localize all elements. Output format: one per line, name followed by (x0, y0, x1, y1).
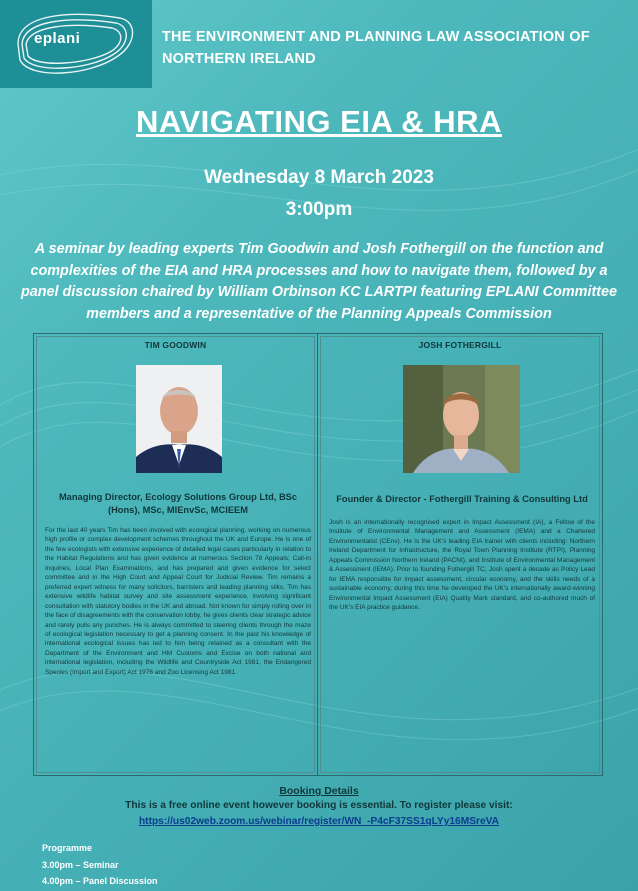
speaker-column-tim (34, 334, 318, 775)
event-title: NAVIGATING EIA & HRA (136, 104, 502, 139)
eplani-logo (0, 0, 152, 88)
speaker-bio: For the last 40 years Tim has been involved with ecological planning, working on numerous high profile or complex development schemes throughout the UK and Europe. He is one of the few ecologists with extensive experience of detailed legal cases particularly in relation to the Habitat Regulations and has given evidence at numerous Section 78 Appeals; Call-in Inquiries, Local Plan Examinations, and has prepared and given evidence for select committee and in the High Court and Appeal Court for Judicial Review. Tim remains a preferred expert witness for many solicitors, barristers and leading planning silks. Tim has extensive wildlife habitat survey and site assessment experience, involving significant consultation with statutory bodies in the UK and abroad. Not known for simply rolling over in the face of disagreements with the conservation lobby, he gives clients clear strategic advice and rarely pulls any punches. He is always committed to steering clients through the maze of ecological legislation necessary to get a planning consent. In the past his knowledge of international ecological issues has led to him being retained as a consultant with the Department of the Environment and HM Customs and Excise on both national and international legislation, including the Wildlife and Countryside Act 1981, the Endangered Species (Import and Export) Act 1976 and Zoo Licensing Act 1981. (45, 527, 311, 676)
programme (42, 840, 158, 890)
organisation-name (162, 26, 622, 70)
event-description: A seminar by leading experts Tim Goodwin and Josh Fothergill on the function and complexities of the EIA and HRA processes and how to navigate them, followed by a panel discussion chaired by William Orbinson KC LARTPI featuring EPLANI Committee members and a representative of the Planning Appeals Commission (20, 241, 618, 322)
speaker-name: TIM GOODWIN (144, 340, 207, 350)
speaker-role: Managing Director, Ecology Solutions Group Ltd, BSc (Hons), MSc, MIEnvSc, MCIEEM (58, 492, 298, 515)
registration-link[interactable]: https://us02web.zoom.us/webinar/register/WN_-P4cF37SS1qLYy16MSreVA (138, 816, 500, 827)
logo-text: eplani (34, 30, 81, 47)
booking-text: This is a free online event however booking is essential. To register please visit: (125, 800, 513, 811)
speaker-photo (403, 365, 520, 473)
booking-heading: Booking Details (279, 785, 359, 797)
org-name-line1: THE ENVIRONMENT AND PLANNING LAW ASSOCIATION OF (162, 29, 590, 45)
event-time: 3:00pm (285, 199, 353, 220)
header (0, 0, 638, 90)
speaker-photo (136, 365, 222, 473)
speaker-bio: Josh is an internationally recognised expert in Impact Assessment (IA), a Fellow of the Institute of Environmental Management and Assessment (IEMA) and a Chartered Environmentalist (CEnv). He is the UK's leading EIA trainer with clients including: Northern Ireland Department for Infrastructure, the Royal Town Planning Institute (RTPI), Planning Appeals Commission Northern Ireland (PACNI), and Institute of Environmental Management & Assessment (IEMA). Prior to founding Fothergill TC, Josh spent a decade as Policy Lead for IEMA responsible for impact assessment, circular economy, and the skills needs of a sustainable economy, during this time he developed the UK's internationally award-winning Environmental Impact Assessment (EIA) Quality Mark standard, and co-authored much of the UK's EIA practice guidance. (329, 519, 595, 612)
programme-heading: Programme (42, 843, 93, 853)
event-date: Wednesday 8 March 2023 (204, 167, 434, 188)
speaker-name: JOSH FOTHERGILL (418, 340, 502, 350)
programme-item: 3.00pm – Seminar (42, 859, 119, 870)
programme-item: 4.00pm – Panel Discussion (42, 876, 158, 886)
org-name-line2: NORTHERN IRELAND (162, 51, 316, 67)
speakers-table (33, 333, 603, 776)
speaker-column-josh (318, 334, 602, 775)
speaker-role: Founder & Director - Fothergill Training & Consulting Ltd (336, 494, 588, 504)
